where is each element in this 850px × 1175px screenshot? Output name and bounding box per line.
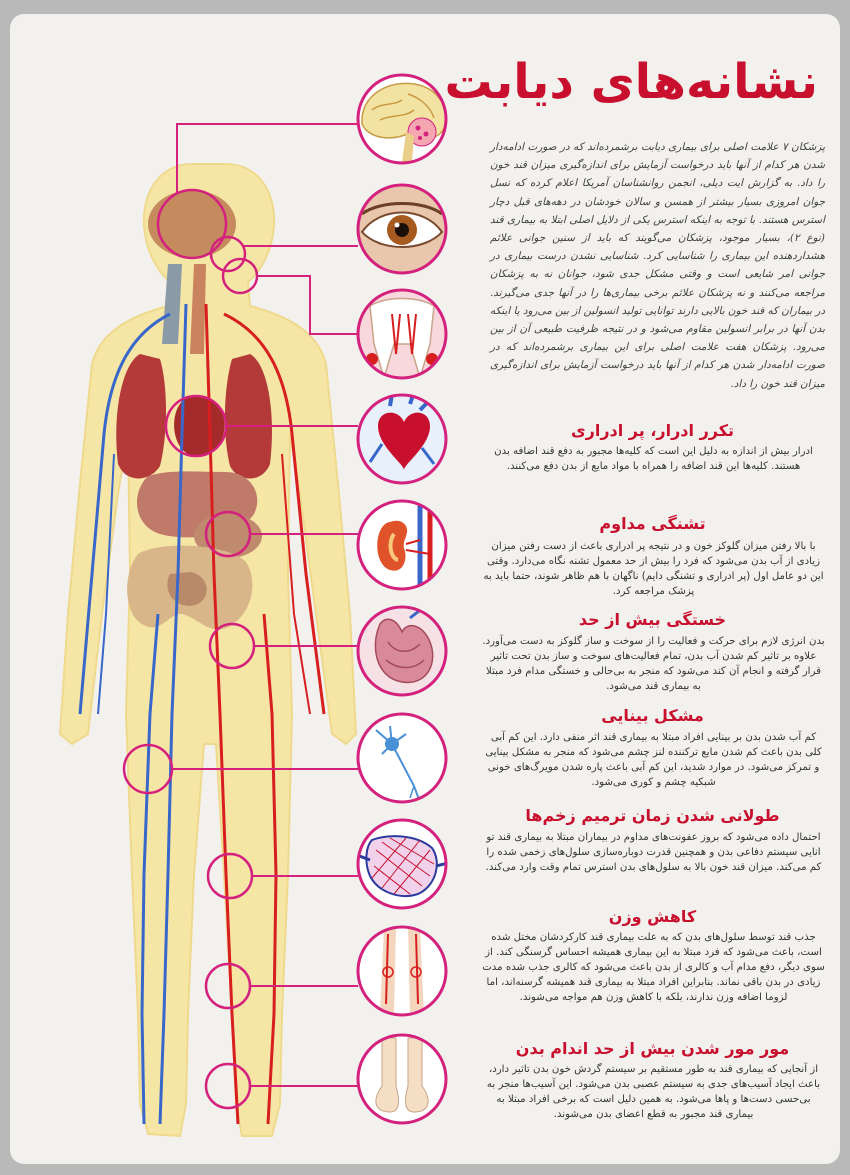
neuron-icon (358, 714, 446, 802)
symptom-title-wound-healing: طولانی شدن زمان ترمیم زخم‌ها (525, 806, 780, 825)
feet-icon (358, 1035, 446, 1123)
body-silhouette (60, 164, 356, 1136)
symptom-title-thirst: تشنگی مداوم (599, 514, 706, 533)
symptom-body-weight-loss: جذب قند توسط سلول‌های بدن که به علت بیماری قند کارکردشان مختل شده است، باعث می‌شود که فرد مبتلا به این بیماری همیشه احساس گرسنگی کند. از سوی دیگر، دفع مدام آب و کالری از بدن باعث می‌شود که کالری جذب شده مدت زیادی در بدن باقی نماند. بنابراین افراد مبتلا به بیماری قند همیشه گرسنه‌اند، اما لزوما اضافه وزن ندارند، بلکه با کاهش وزن هم مواجه می‌شوند. (482, 932, 825, 1003)
symptom-title-weight-loss: کاهش وزن (608, 907, 697, 926)
capillary-icon (354, 820, 452, 908)
stomach-icon (358, 604, 446, 695)
symptom-title-vision: مشکل بینایی (601, 706, 704, 725)
intro-paragraph: پزشکان ۷ علامت اصلی برای بیماری دیابت برشمرده‌اند که در صورت ادامه‌دار شدن هر کدام از آنها باید درخواست آزمایش برای اندازه‌گیری میزان قند خون را داد. به گزارش ایت دیلی، انجمن روانشناسان آمریکا اعلام کرده که نسل جوان امروزی بسیار بیشتر از همسن و سالان خودشان در دهه‌های قبل دچار استرس هستند. با توجه به اینکه استرس یکی از دلایل اصلی ابتلا به بیماری قند (نوع ۲)، بسیار موجود، پزشکان می‌گویند که باید از سنین جوانی علائم هشداردهنده این بیماری را شناسایی کرد. شناسایی نشدن درست بیماری در جوانی امر شایعی است و وقتی مشکل جدی شود، جوانان نه به پزشکان مراجعه می‌کنند و نه پزشکان علائم برخی بیماری‌ها را در آنها جدی می‌گیرند. در بیماران که قند خون بالایی دارند توانایی تولید انسولین از بین می‌رود یا اینکه بدن آنها در برابر انسولین مقاوم می‌شود و در نتیجه ظرفیت طبیعی آن از بین می‌رود. پزشکان هفت علامت اصلی برای این بیماری برشمرده‌اند که در صورت ادامه‌دار شدن هر کدام از آنها باید درخواست آزمایش برای اندازه‌گیری میزان قند خون را داد. (490, 141, 825, 390)
infographic-sheet (10, 14, 840, 1164)
eye-icon (358, 185, 446, 273)
heart-icon (358, 392, 446, 483)
symptom-body-vision: کم آب شدن بدن بر بینایی افراد مبتلا به بیماری قند اثر منفی دارد. این کم آبی کلی بدن باعث کم شدن مایع ترکننده لنز چشم می‌شود که منجر به مشکل بینایی و تمرکز می‌شود. در موارد شدید، این کم آبی باعث پاره شدن مویرگ‌های خونی شبکیه چشم و کوری می‌شود. (485, 732, 822, 788)
page-title: نشانه‌های دیابت (444, 54, 818, 110)
symptom-body-frequent-urination: ادرار بیش از اندازه به دلیل این است که کلیه‌ها مجبور به دفع قند اضافه بدن هستند. کلیه‌ها این قند اضافه را همراه با مواد مایع از بدن دفع می‌کنند. (494, 446, 813, 472)
symptom-title-fatigue: خستگی بیش از حد (578, 610, 727, 629)
legs-icon (358, 927, 446, 1015)
symptom-body-wound-healing: احتمال داده می‌شود که بروز عفونت‌های مداوم در بیماران مبتلا به بیماری قند تو انایی سیستم دفاعی بدن و همچنین قدرت دوباره‌سازی سلول‌های زخمی شده را کم می‌کند. میزان قند خون بالا به سلول‌های بدن استرس تمام وقت وارد می‌کند. (485, 832, 822, 873)
kidney-icon (358, 501, 446, 590)
symptom-title-frequent-urination: تکرر ادرار، پر ادراری (570, 421, 735, 440)
symptom-title-tingling: مور مور شدن بیش از حد اندام بدن (515, 1039, 790, 1058)
symptom-body-tingling: از آنجایی که بیماری قند به طور مستقیم بر سیستم گردش خون بدن تاثیر دارد، باعث ایجاد آسیب‌های جدی به سیستم عصبی بدن می‌شود. این آسیب‌ها منجر به بی‌حسی دست‌ها و پاها می‌شود. به همین دلیل است که برخی افراد مبتلا به بیماری قند مجبور به قطع اعضای بدن می‌شوند. (486, 1064, 821, 1120)
symptom-body-fatigue: بدن انرژی لازم برای حرکت و فعالیت را از سوخت و ساز گلوکز به دست می‌آورد. علاوه بر تاثیر کم شدن آب بدن، تمام فعالیت‌های سوخت و ساز بدن تحت تاثیر قرار گرفته و انجام آن کند می‌شود که منجر به بی‌حالی و خستگی مدام فرد مبتلا به بیماری قند می‌شود. (482, 636, 825, 692)
symptom-body-thirst: با بالا رفتن میزان گلوکز خون و در نتیجه پر ادراری باعث از دست رفتن میزان زیادی از آب بدن می‌شود که فرد را بیش از حد معمول تشنه نگاه می‌دارد. وقتی این دو عامل اول (پر ادراری و تشنگی دایم) ناگهان با هم ظاهر شوند، حتما باید به پزشک مراجعه کرد. (483, 541, 824, 597)
tooth-icon (358, 290, 446, 378)
